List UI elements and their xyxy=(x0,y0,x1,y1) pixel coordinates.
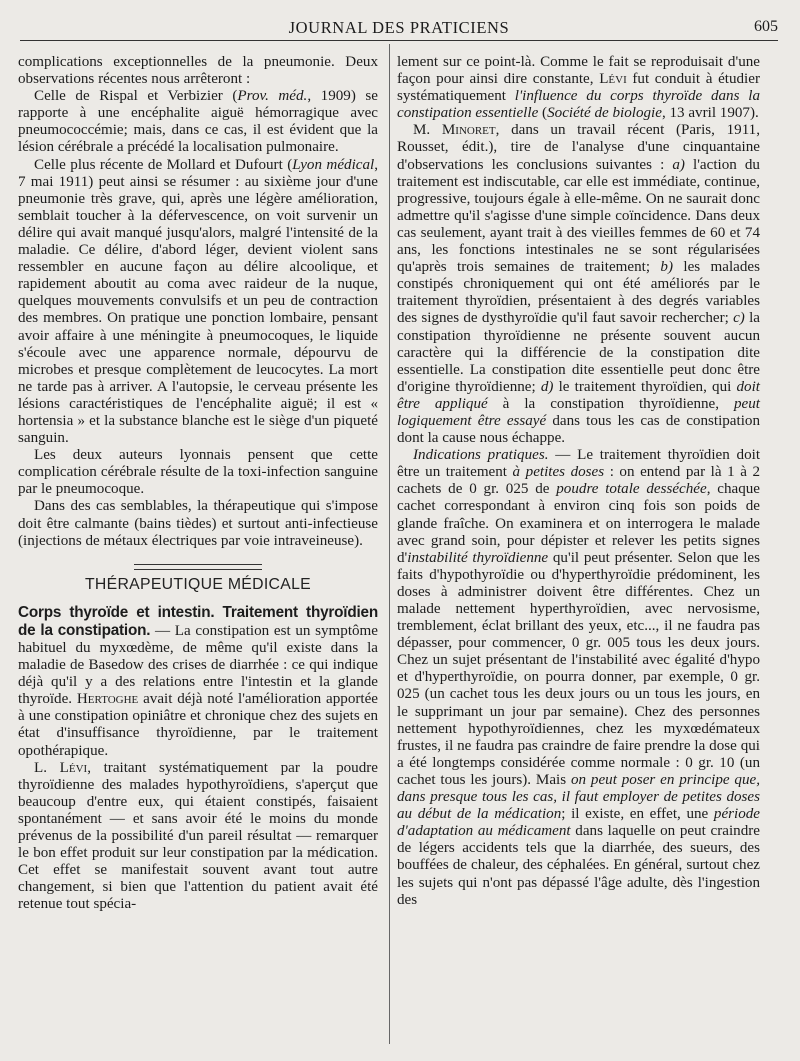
right-column xyxy=(397,54,760,909)
paragraph: Indications pratiques. — Le traitement thyroïdien doit être un traitement à petites doses : on entend par là 1 à 2 cachets de 0 gr. 025 de poudre totale desséchée, chaque cachet correspondant à environ cinq fois son poids de glande fraîche. On examinera et on interrogera le malade avec grand soin, pour dépister et relever les petits signes d'instabilité thyroïdienne qu'il peut présenter. Selon que les faits d'hypothyroïdie ou d'hyperthyroïdie prédominent, les doses à administrer doivent être différentes. Chez un malade nettement hyperthyroïdien, avec nervosisme, tremblement, éclat brillant des yeux, etc..., il ne faudra pas dépasser, pour commencer, 0 gr. 005 tous les deux jours. Chez un sujet présentant de l'instabilité avec égalité d'hypo et d'hyperthyroïdie, on pourra donner, par exemple, 0 gr. 025 (un cachet tous les deux jours ou un tous les jours, en le supprimant un jour par semaine). Chez des personnes nettement hypothyroïdiennes, chez les myxœdémateux frustes, il ne faudra pas craindre de faire prendre la dose qui a été longtemps considérée comme normale : 0 gr. 10 (un cachet tous les jours). Mais on peut poser en principe que, dans presque tous les cas, il faut employer de petites doses au début de la médication; il existe, en effet, une période d'adaptation au médicament dans laquelle on peut craindre de légers accidents tels que la diarrhée, des sueurs, des bouffées de chaleur, des céphalées. En général, surtout chez les sujets qui n'ont pas dépassé l'âge adulte, dès l'ingestion des xyxy=(397,447,761,908)
paragraph: Corps thyroïde et intestin. Traitement thyroïdien de la constipation. — La constipation est un symptôme habituel du myxœdème, de même qu'il existe dans la maladie de Basedow des crises de diarrhée : ce qui indique déjà qu'il y a des relations entre l'intestin et la glande thyroïde. Hertoghe avait déjà noté l'amélioration apportée à une constipation opiniâtre et chronique chez des sujets en état d'insuffisance thyroïdienne, par le traitement opothérapique. xyxy=(18,603,378,759)
section-rule xyxy=(134,564,262,570)
page-header xyxy=(20,14,778,41)
section-title: THÉRAPEUTIQUE MÉDICALE xyxy=(84,575,312,593)
left-column xyxy=(18,54,378,914)
paragraph: M. Minoret, dans un travail récent (Paris, 1911, Rousset, édit.), tire de l'analyse d'une cinquantaine d'observations les conclusions suivantes : a) l'action du traitement est indiscutable, car elle est immédiate, continue, progressive, toujours égale à elle-même. On ne saurait donc admettre qu'il s'agisse d'une simple coïncidence. Dans deux cas seulement, ayant trait à des vieilles femmes de 60 et 74 ans, les fonctions intestinales ne se sont régularisées qu'après trois semaines de traitement; b) les malades constipés chroniquement qui ont été améliorés par le traitement thyroïdien, présentaient à des degrés variables des signes de dysthyroïdie qu'il faut savoir rechercher; c) la constipation thyroïdienne ne présente souvent aucun caractère qui la différencie de la constipation dite essentielle. La constipation dite essentielle peut donc être d'origine thyroïdienne; d) le traitement thyroïdien, qui doit être appliqué à la constipation thyroïdienne, peut logiquement être essayé dans tous les cas de constipation dont la cause nous échappe. xyxy=(397,122,761,447)
paragraph: Les deux auteurs lyonnais pensent que cette complication cérébrale résulte de la toxi-infection sanguine par le pneumocoque. xyxy=(18,447,378,498)
paragraph: complications exceptionnelles de la pneumonie. Deux observations récentes nous arrêteront : xyxy=(18,54,378,88)
paragraph: L. Lévi, traitant systématiquement par la poudre thyroïdienne des malades hypothyroïdiens, s'aperçut que beaucoup d'entre eux, qui étaient constipés, faisaient spontanément — et sans avoir été le moins du monde prévenus de la possibilité d'un pareil résultat — remarquer le bon effet produit sur leur constipation par la médication. Cet effet se manifestait souvent avant tout autre changement, si bien que l'attention du patient avait été retenue tout spécia- xyxy=(18,759,378,913)
paragraph: lement sur ce point-là. Comme le fait se reproduisait d'une façon pour ainsi dire constante, Lévi fut conduit à étudier systématiquement l'influence du corps thyroïde dans la constipation essentielle (Société de biologie, 13 avril 1907). xyxy=(397,54,760,122)
column-divider xyxy=(389,44,390,1044)
article-title: Corps thyroïde et intestin. Traitement thyroïdien de la constipation. xyxy=(18,603,378,639)
journal-title: JOURNAL DES PRATICIENS xyxy=(288,18,510,37)
page-number: 605 xyxy=(754,18,778,35)
paragraph: Celle de Rispal et Verbizier (Prov. méd., 1909) se rapporte à une encéphalite aiguë hémorragique avec pneumococcémie; mais, dans ce cas, il est évident que la lésion cérébrale a précédé la localisation pulmonaire. xyxy=(18,88,378,156)
paragraph: Dans des cas semblables, la thérapeutique qui s'impose doit être calmante (bains tièdes) et surtout anti-infectieuse (injections de métaux électriques par voie intraveineuse). xyxy=(18,498,378,549)
paragraph: Celle plus récente de Mollard et Dufourt (Lyon médical, 7 mai 1911) peut ainsi se résumer : au sixième jour d'une pneumonie très grave, qui, après une légère amélioration, semblait toucher à la défervescence, on voit survenir un délire qui avait manqué jusqu'alors, malgré l'intensité de la maladie. Ce délire, d'abord léger, devient violent sans ressembler en aucune façon au délire alcoolique, et rapidement aboutit au coma avec raideur de la nuque, quelques mouvements convulsifs et un peu de contraction des membres. On pratique une ponction lombaire, pensant avoir affaire à une méningite à pneumocoques, le liquide s'écoule avec une apparence normale, dépourvu de microbes et presque complètement de leucocytes. La mort ne tarde pas à arriver. A l'autopsie, le cerveau présente les lésions caractéristiques de l'encéphalite aiguë; il est « hortensia » et la substance blanche est le siège d'un piqueté sanguin. xyxy=(18,156,378,447)
